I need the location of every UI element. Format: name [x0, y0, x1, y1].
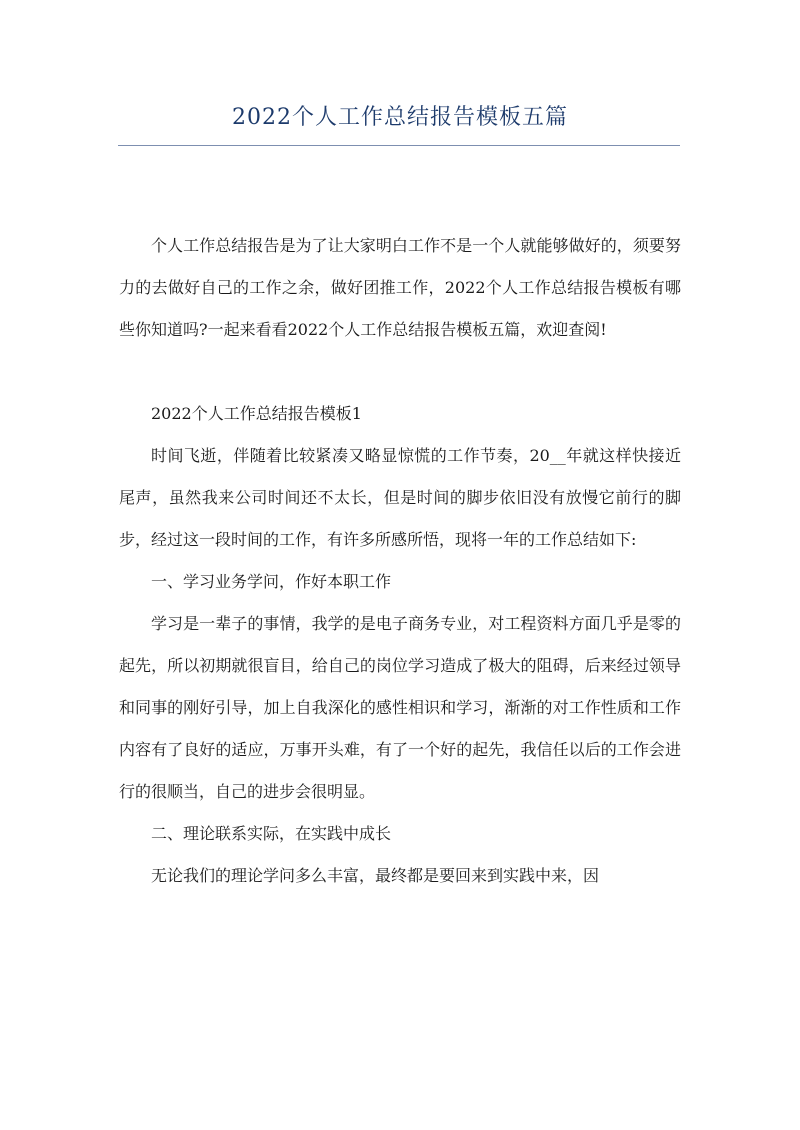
- document-body: [119, 225, 681, 897]
- document-title: 2022个人工作总结报告模板五篇: [232, 105, 568, 130]
- body-paragraph-1: 时间飞逝，伴随着比较紧凑又略显惊慌的工作节奏，20__年就这样快接近尾声，虽然我来公司时间还不太长，但是时间的脚步依旧没有放慢它前行的脚步，经过这一段时间的工作，有许多所感所悟，现将一年的工作总结如下:: [119, 446, 681, 549]
- title-underline: [118, 145, 680, 146]
- heading-2: 二、理论联系实际，在实践中成长: [151, 824, 392, 843]
- body-paragraph-3: 无论我们的理论学问多么丰富，最终都是要回来到实践中来，因: [151, 866, 600, 885]
- intro-paragraph: 个人工作总结报告是为了让大家明白工作不是一个人就能够做好的，须要努力的去做好自己的工作之余，做好团推工作，2022个人工作总结报告模板有哪些你知道吗?一起来看看2022个人工作总结报告模板五篇，欢迎查阅!: [119, 236, 681, 339]
- heading-1: 一、学习业务学问，作好本职工作: [151, 572, 392, 591]
- body-paragraph-2: 学习是一辈子的事情，我学的是电子商务专业，对工程资料方面几乎是零的起先，所以初期就很盲目，给自己的岗位学习造成了极大的阻碍，后来经过领导和同事的刚好引导，加上自我深化的感性相识和学习，渐渐的对工作性质和工作内容有了良好的适应，万事开头难，有了一个好的起先，我信任以后的工作会进行的很顺当，自己的进步会很明显。: [119, 614, 681, 801]
- section-title: 2022个人工作总结报告模板1: [151, 404, 362, 423]
